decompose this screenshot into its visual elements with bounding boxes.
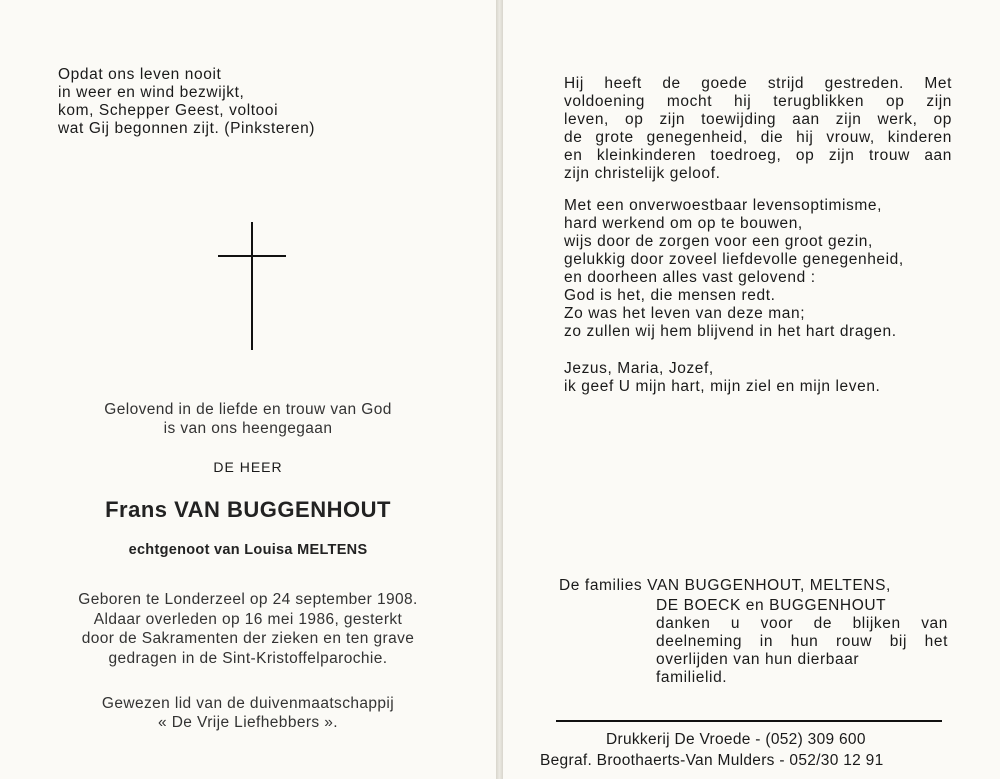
- membership-text: [0, 694, 496, 732]
- detail-line: Aldaar overleden op 16 mei 1986, gesterkt: [93, 610, 403, 628]
- poem-line: Met een onverwoestbaar levensoptimisme,: [564, 197, 883, 214]
- honorific: DE HEER: [213, 459, 283, 475]
- printer-credit: Drukkerij De Vroede - (052) 309 600: [606, 731, 866, 748]
- cross-horizontal-bar: [218, 255, 286, 257]
- membership-line: « De Vrije Liefhebbers ».: [157, 714, 339, 731]
- spouse-line: echtgenoot van Louisa MELTENS: [128, 542, 368, 558]
- card-fold: [496, 0, 503, 779]
- tribute-line: zijn christelijk geloof.: [564, 165, 721, 182]
- thanks-line: DE BOECK en BUGGENHOUT: [656, 597, 887, 614]
- tribute-poem: [564, 197, 904, 341]
- cross-vertical-bar: [251, 222, 253, 350]
- detail-line: door de Sakramenten der zieken en ten grave: [81, 630, 415, 647]
- intro-line: is van ons heengegaan: [163, 420, 333, 437]
- verse-line: wat Gij begonnen zijt. (Pinksteren): [58, 120, 316, 137]
- poem-line: hard werkend om op te bouwen,: [564, 215, 803, 232]
- funeral-home-credit: Begraf. Broothaerts-Van Mulders - 052/30 12 91: [540, 752, 884, 769]
- deceased-name: Frans VAN BUGGENHOUT: [105, 497, 391, 522]
- tribute-line: Hij heeft de goede strijd gestreden. Met: [564, 75, 952, 92]
- verse-line: kom, Schepper Geest, voltooi: [58, 102, 279, 119]
- thanks-line: deelneming in hun rouw bij het: [656, 633, 948, 650]
- verse-line: Opdat ons leven nooit: [58, 66, 222, 83]
- thanks-line: familielid.: [656, 669, 728, 686]
- poem-line: en doorheen alles vast gelovend :: [564, 269, 816, 286]
- prayer-line: ik geef U mijn hart, mijn ziel en mijn leven.: [564, 378, 881, 395]
- poem-line: Zo was het leven van deze man;: [564, 305, 806, 322]
- thanks-line: danken u voor de blijken van: [656, 615, 948, 632]
- intro-text: [0, 400, 496, 438]
- divider: [556, 720, 942, 722]
- poem-line: God is het, die mensen redt.: [564, 287, 776, 304]
- prayer: [564, 360, 880, 396]
- birth-death-details: [0, 590, 496, 668]
- tribute-line: de grote genegenheid, die hij vrouw, kinderen: [564, 129, 952, 146]
- thanks-line: overlijden van hun dierbaar: [656, 651, 860, 668]
- verse-line: in weer en wind bezwijkt,: [58, 84, 245, 101]
- intro-line: Gelovend in de liefde en trouw van God: [104, 401, 392, 418]
- pentecost-verse: [58, 66, 315, 138]
- tribute-paragraph: [564, 75, 952, 183]
- tribute-line: leven, op zijn toewijding aan zijn werk, op: [564, 111, 952, 128]
- thanks-heading: De families VAN BUGGENHOUT, MELTENS,: [559, 577, 891, 594]
- membership-line: Gewezen lid van de duivenmaatschappij: [101, 695, 395, 712]
- detail-line: gedragen in de Sint-Kristoffelparochie.: [108, 649, 388, 667]
- tribute-line: en kleinkinderen toedroeg, op zijn trouw aan: [564, 147, 952, 164]
- detail-line: Geboren te Londerzeel op 24 september 1908.: [78, 591, 418, 608]
- poem-line: wijs door de zorgen voor een groot gezin,: [564, 233, 873, 250]
- thanks-text: [656, 597, 948, 687]
- prayer-line: Jezus, Maria, Jozef,: [564, 360, 714, 377]
- poem-line: gelukkig door zoveel liefdevolle genegenheid,: [564, 251, 904, 268]
- poem-line: zo zullen wij hem blijvend in het hart dragen.: [564, 323, 897, 340]
- tribute-line: voldoening mocht hij terugblikken op zijn: [564, 93, 952, 110]
